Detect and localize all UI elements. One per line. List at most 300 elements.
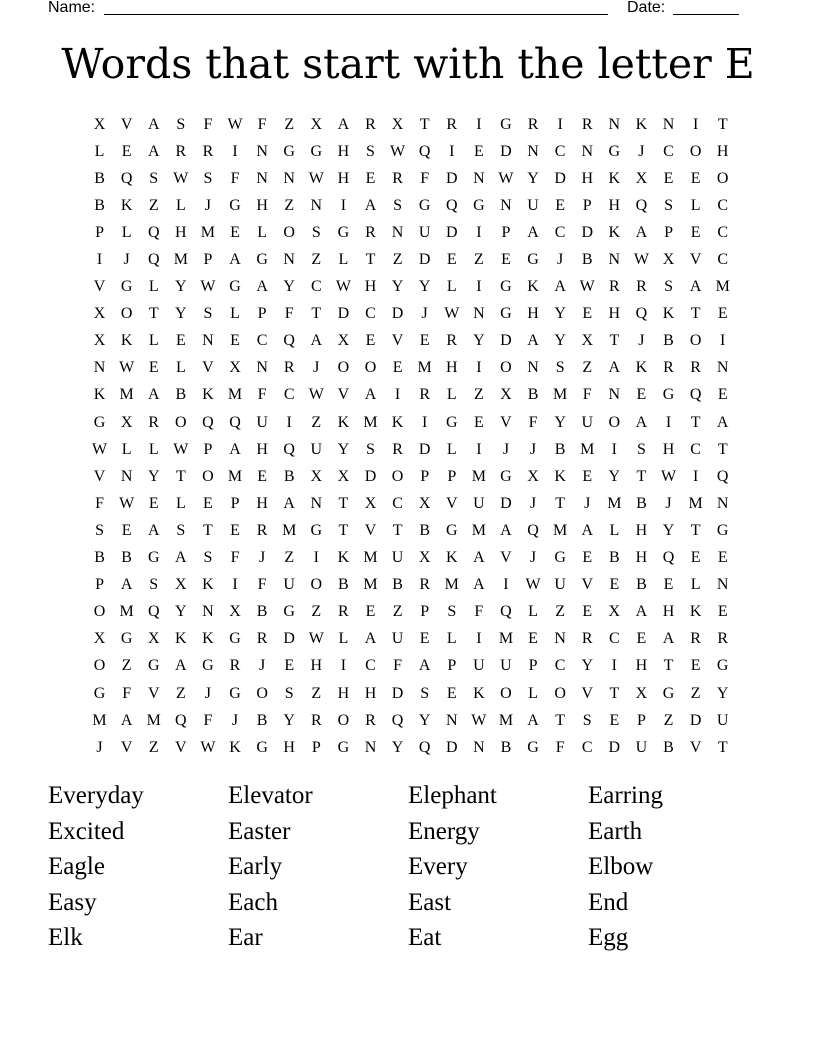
- grid-letter: T: [690, 413, 701, 431]
- grid-letter: S: [393, 196, 403, 214]
- grid-letter: E: [663, 169, 674, 187]
- grid-letter: K: [554, 467, 566, 485]
- grid-letter: V: [689, 251, 702, 269]
- grid-letter: P: [203, 251, 213, 269]
- grid-letter: Z: [311, 413, 322, 431]
- grid-letter: F: [257, 386, 267, 404]
- grid-letter: H: [337, 142, 350, 160]
- grid-letter: I: [503, 576, 509, 594]
- grid-letter: N: [527, 359, 539, 377]
- grid-letter: W: [173, 440, 189, 458]
- grid-letter: R: [365, 223, 376, 241]
- grid-letter: Y: [527, 169, 539, 187]
- grid-letter: H: [608, 305, 621, 323]
- grid-letter: N: [473, 738, 485, 756]
- grid-letter: S: [636, 440, 646, 458]
- grid-letter: H: [256, 494, 268, 512]
- grid-letter: N: [310, 494, 323, 512]
- grid-letter: Y: [554, 413, 566, 431]
- grid-letter: N: [473, 169, 485, 187]
- grid-letter: R: [202, 142, 214, 160]
- grid-letter: H: [310, 657, 323, 675]
- grid-letter: B: [175, 386, 187, 404]
- grid-letter: A: [635, 223, 648, 241]
- grid-letter: E: [717, 386, 728, 404]
- grid-letter: W: [119, 359, 135, 377]
- grid-letter: W: [200, 738, 216, 756]
- grid-letter: R: [636, 278, 647, 296]
- grid-letter: J: [96, 738, 103, 756]
- grid-letter: T: [203, 521, 213, 539]
- grid-letter: I: [232, 142, 238, 160]
- grid-letter: X: [337, 332, 350, 350]
- grid-row: [86, 328, 736, 355]
- grid-letter: J: [665, 494, 672, 512]
- grid-letter: Y: [283, 278, 295, 296]
- grid-letter: M: [580, 440, 595, 458]
- grid-letter: G: [337, 738, 350, 756]
- grid-letter: O: [500, 359, 512, 377]
- grid-letter: N: [202, 603, 214, 621]
- grid-letter: X: [147, 630, 160, 648]
- grid-letter: K: [473, 684, 485, 702]
- grid-letter: A: [229, 440, 241, 458]
- grid-letter: Z: [148, 196, 159, 214]
- grid-row: [86, 463, 736, 490]
- word-list-item: Elk: [48, 924, 83, 951]
- grid-letter: Z: [311, 684, 322, 702]
- grid-letter: N: [120, 467, 133, 485]
- grid-letter: S: [149, 576, 159, 594]
- grid-letter: T: [690, 521, 701, 539]
- grid-letter: C: [365, 657, 376, 675]
- grid-letter: S: [366, 440, 375, 458]
- grid-letter: G: [256, 738, 268, 756]
- grid-letter: N: [310, 196, 323, 214]
- grid-letter: B: [121, 549, 132, 567]
- grid-row: [86, 111, 736, 138]
- grid-letter: A: [527, 332, 539, 350]
- grid-letter: Q: [662, 549, 675, 567]
- grid-letter: F: [230, 169, 240, 187]
- grid-letter: W: [200, 278, 216, 296]
- grid-letter: F: [203, 711, 213, 729]
- grid-letter: W: [308, 630, 324, 648]
- grid-letter: U: [256, 413, 268, 431]
- grid-letter: B: [608, 549, 620, 567]
- grid-letter: L: [338, 251, 349, 269]
- grid-letter: I: [313, 549, 319, 567]
- grid-letter: R: [283, 359, 295, 377]
- grid-letter: U: [418, 223, 431, 241]
- grid-letter: O: [391, 467, 404, 485]
- grid-letter: Z: [555, 603, 566, 621]
- grid-letter: A: [229, 251, 241, 269]
- grid-letter: Q: [635, 196, 648, 214]
- grid-letter: X: [229, 359, 241, 377]
- grid-letter: E: [365, 332, 376, 350]
- grid-letter: N: [473, 305, 485, 323]
- grid-letter: Y: [554, 305, 566, 323]
- grid-letter: A: [527, 223, 539, 241]
- grid-letter: V: [581, 576, 594, 594]
- grid-letter: A: [716, 413, 729, 431]
- grid-letter: E: [230, 521, 240, 539]
- grid-letter: G: [500, 305, 512, 323]
- grid-letter: L: [446, 630, 457, 648]
- grid-letter: O: [310, 576, 323, 594]
- grid-letter: S: [664, 278, 673, 296]
- grid-letter: N: [662, 115, 675, 133]
- grid-letter: V: [120, 738, 133, 756]
- grid-letter: A: [364, 386, 377, 404]
- grid-letter: V: [93, 467, 106, 485]
- grid-letter: L: [690, 576, 701, 594]
- grid-letter: G: [445, 413, 458, 431]
- grid-letter: X: [527, 467, 539, 485]
- grid-letter: R: [419, 386, 430, 404]
- grid-letter: F: [555, 738, 565, 756]
- grid-letter: G: [608, 142, 621, 160]
- grid-letter: K: [635, 115, 648, 133]
- grid-letter: B: [392, 576, 403, 594]
- grid-letter: M: [688, 494, 703, 512]
- name-date-header: [48, 0, 748, 20]
- grid-letter: T: [717, 738, 728, 756]
- grid-letter: S: [366, 142, 375, 160]
- grid-letter: M: [363, 576, 378, 594]
- grid-letter: N: [716, 359, 729, 377]
- grid-letter: C: [717, 223, 729, 241]
- grid-letter: Q: [500, 603, 512, 621]
- grid-letter: G: [500, 115, 512, 133]
- grid-letter: Q: [147, 603, 160, 621]
- grid-letter: K: [608, 169, 621, 187]
- grid-letter: X: [662, 251, 675, 269]
- grid-letter: H: [283, 738, 295, 756]
- grid-letter: E: [690, 549, 701, 567]
- name-blank-line: [104, 14, 608, 15]
- word-search-grid: [86, 111, 736, 761]
- grid-letter: W: [660, 467, 677, 485]
- grid-letter: R: [338, 603, 349, 621]
- grid-letter: A: [120, 576, 133, 594]
- word-list: [48, 778, 768, 956]
- grid-letter: N: [256, 169, 268, 187]
- grid-letter: G: [473, 196, 485, 214]
- grid-letter: C: [717, 196, 729, 214]
- grid-letter: E: [446, 251, 457, 269]
- grid-letter: Z: [121, 657, 132, 675]
- grid-letter: I: [476, 115, 482, 133]
- grid-letter: A: [662, 630, 675, 648]
- grid-letter: M: [173, 251, 188, 269]
- grid-letter: Y: [716, 684, 729, 702]
- grid-letter: A: [608, 359, 621, 377]
- name-label: Name:: [48, 0, 96, 16]
- grid-letter: V: [337, 386, 350, 404]
- grid-letter: C: [365, 305, 376, 323]
- grid-letter: P: [95, 223, 104, 241]
- grid-letter: G: [229, 196, 241, 214]
- grid-letter: I: [476, 440, 482, 458]
- grid-letter: H: [445, 359, 458, 377]
- grid-letter: A: [175, 549, 187, 567]
- grid-letter: E: [636, 386, 647, 404]
- grid-letter: M: [227, 386, 243, 404]
- grid-letter: B: [94, 549, 105, 567]
- grid-letter: Y: [391, 278, 404, 296]
- grid-letter: I: [692, 115, 699, 133]
- grid-letter: I: [611, 657, 617, 675]
- grid-letter: X: [635, 684, 648, 702]
- word-list-item: Ear: [228, 924, 263, 951]
- grid-letter: X: [608, 603, 621, 621]
- grid-letter: S: [95, 521, 104, 539]
- grid-letter: Y: [608, 467, 621, 485]
- grid-letter: B: [500, 738, 512, 756]
- grid-row: [86, 490, 736, 517]
- grid-letter: E: [582, 305, 593, 323]
- grid-letter: W: [390, 142, 406, 160]
- grid-letter: F: [257, 115, 267, 133]
- grid-letter: V: [120, 115, 133, 133]
- grid-letter: L: [121, 440, 132, 458]
- grid-letter: D: [337, 305, 350, 323]
- word-list-item: Earth: [588, 817, 643, 845]
- grid-letter: Y: [418, 711, 431, 729]
- grid-letter: V: [175, 738, 187, 756]
- grid-letter: S: [555, 359, 565, 377]
- grid-letter: Y: [391, 738, 404, 756]
- grid-letter: Y: [147, 467, 160, 485]
- grid-letter: N: [445, 711, 458, 729]
- grid-letter: K: [527, 278, 539, 296]
- grid-row: [86, 707, 736, 734]
- grid-letter: O: [175, 413, 187, 431]
- date-label: Date:: [627, 0, 666, 16]
- grid-letter: F: [203, 115, 213, 133]
- word-list-item: Each: [228, 888, 278, 916]
- grid-letter: Q: [445, 196, 458, 214]
- grid-letter: X: [120, 413, 133, 431]
- grid-letter: R: [446, 332, 458, 350]
- grid-letter: N: [500, 196, 512, 214]
- grid-letter: R: [229, 657, 241, 675]
- grid-letter: E: [582, 467, 593, 485]
- grid-letter: E: [175, 332, 186, 350]
- grid-letter: P: [420, 603, 430, 621]
- grid-letter: N: [608, 386, 621, 404]
- grid-letter: W: [444, 305, 460, 323]
- grid-letter: W: [227, 115, 243, 133]
- grid-letter: T: [636, 467, 647, 485]
- grid-letter: F: [474, 603, 484, 621]
- word-list-item: Early: [228, 853, 283, 880]
- grid-letter: Z: [392, 603, 403, 621]
- grid-letter: A: [120, 711, 133, 729]
- grid-letter: K: [635, 359, 648, 377]
- grid-letter: J: [502, 440, 510, 458]
- grid-letter: I: [611, 440, 617, 458]
- grid-letter: T: [311, 305, 322, 323]
- grid-letter: T: [717, 440, 728, 458]
- grid-letter: X: [581, 332, 594, 350]
- grid-letter: L: [528, 684, 538, 702]
- grid-letter: O: [689, 332, 702, 350]
- grid-letter: M: [119, 603, 134, 621]
- grid-letter: Q: [283, 332, 295, 350]
- grid-letter: U: [527, 196, 539, 214]
- grid-letter: W: [119, 494, 135, 512]
- grid-letter: A: [147, 142, 160, 160]
- grid-letter: F: [528, 413, 538, 431]
- grid-letter: A: [527, 711, 539, 729]
- grid-letter: X: [93, 305, 106, 323]
- grid-letter: V: [445, 494, 458, 512]
- grid-letter: A: [337, 115, 350, 133]
- word-list-item: Elbow: [588, 853, 654, 880]
- grid-letter: G: [418, 196, 431, 214]
- grid-letter: N: [93, 359, 106, 377]
- grid-letter: R: [148, 413, 160, 431]
- grid-letter: J: [557, 251, 564, 269]
- grid-letter: I: [232, 576, 238, 594]
- grid-letter: U: [635, 738, 648, 756]
- grid-letter: D: [391, 305, 404, 323]
- grid-letter: E: [501, 251, 511, 269]
- grid-letter: M: [607, 494, 622, 512]
- grid-letter: G: [445, 521, 458, 539]
- grid-letter: Q: [147, 251, 160, 269]
- grid-letter: Q: [716, 467, 729, 485]
- grid-letter: V: [202, 359, 214, 377]
- grid-letter: X: [418, 549, 431, 567]
- grid-letter: I: [286, 413, 292, 431]
- grid-letter: S: [203, 549, 213, 567]
- grid-letter: Z: [284, 196, 295, 214]
- grid-letter: O: [689, 142, 702, 160]
- grid-letter: L: [121, 223, 132, 241]
- grid-letter: E: [365, 603, 376, 621]
- word-list-item: Every: [408, 853, 468, 880]
- grid-letter: E: [148, 359, 159, 377]
- grid-letter: E: [690, 657, 701, 675]
- grid-letter: W: [173, 169, 189, 187]
- grid-letter: M: [92, 711, 107, 729]
- grid-letter: D: [283, 630, 295, 648]
- grid-letter: F: [284, 305, 294, 323]
- grid-row: [86, 653, 736, 680]
- grid-letter: X: [93, 115, 106, 133]
- grid-letter: M: [200, 223, 216, 241]
- grid-letter: B: [663, 332, 674, 350]
- grid-letter: N: [554, 630, 566, 648]
- grid-letter: C: [608, 630, 620, 648]
- grid-letter: P: [203, 440, 213, 458]
- grid-letter: A: [473, 549, 485, 567]
- grid-letter: K: [93, 386, 106, 404]
- grid-letter: R: [310, 711, 322, 729]
- grid-row: [86, 382, 736, 409]
- grid-letter: U: [554, 576, 566, 594]
- grid-row: [86, 274, 736, 301]
- grid-letter: Q: [229, 413, 241, 431]
- grid-letter: S: [447, 603, 457, 621]
- grid-letter: O: [283, 223, 295, 241]
- grid-letter: E: [717, 305, 728, 323]
- grid-letter: S: [203, 305, 213, 323]
- grid-letter: A: [256, 278, 268, 296]
- grid-row: [86, 626, 736, 653]
- grid-letter: K: [689, 603, 702, 621]
- grid-letter: L: [528, 603, 538, 621]
- grid-letter: B: [636, 576, 647, 594]
- grid-letter: B: [419, 521, 430, 539]
- grid-letter: E: [609, 711, 620, 729]
- grid-letter: X: [418, 494, 431, 512]
- grid-letter: I: [476, 359, 482, 377]
- grid-letter: G: [283, 142, 295, 160]
- grid-letter: A: [418, 657, 431, 675]
- grid-letter: X: [175, 576, 187, 594]
- grid-letter: M: [498, 711, 514, 729]
- grid-letter: E: [392, 359, 403, 377]
- grid-letter: H: [635, 549, 648, 567]
- grid-letter: I: [692, 467, 699, 485]
- grid-letter: O: [554, 684, 566, 702]
- grid-letter: T: [419, 115, 430, 133]
- grid-letter: G: [310, 142, 323, 160]
- grid-letter: Q: [175, 711, 187, 729]
- grid-letter: H: [337, 684, 350, 702]
- grid-letter: G: [256, 251, 268, 269]
- grid-letter: C: [310, 278, 322, 296]
- grid-letter: V: [581, 684, 594, 702]
- grid-letter: H: [662, 440, 675, 458]
- grid-letter: Y: [473, 332, 485, 350]
- grid-letter: C: [392, 494, 403, 512]
- grid-letter: B: [256, 603, 268, 621]
- grid-letter: I: [720, 332, 726, 350]
- grid-letter: R: [446, 115, 458, 133]
- grid-letter: X: [500, 386, 512, 404]
- grid-letter: I: [476, 278, 482, 296]
- grid-letter: G: [500, 278, 512, 296]
- grid-letter: E: [690, 169, 701, 187]
- word-list-item: Everyday: [48, 782, 144, 809]
- grid-letter: J: [258, 657, 266, 675]
- grid-letter: D: [391, 684, 404, 702]
- grid-letter: N: [716, 494, 729, 512]
- grid-letter: P: [582, 196, 592, 214]
- grid-letter: L: [148, 440, 159, 458]
- grid-letter: S: [149, 169, 159, 187]
- grid-letter: H: [364, 278, 377, 296]
- grid-letter: U: [473, 657, 485, 675]
- grid-letter: V: [689, 738, 702, 756]
- grid-letter: C: [581, 738, 593, 756]
- grid-letter: M: [444, 576, 459, 594]
- grid-row: [86, 517, 736, 544]
- grid-letter: T: [663, 657, 674, 675]
- grid-letter: B: [636, 494, 647, 512]
- grid-letter: B: [527, 386, 539, 404]
- grid-letter: Z: [473, 386, 484, 404]
- grid-letter: A: [473, 576, 485, 594]
- grid-letter: Q: [527, 521, 539, 539]
- grid-letter: G: [527, 738, 539, 756]
